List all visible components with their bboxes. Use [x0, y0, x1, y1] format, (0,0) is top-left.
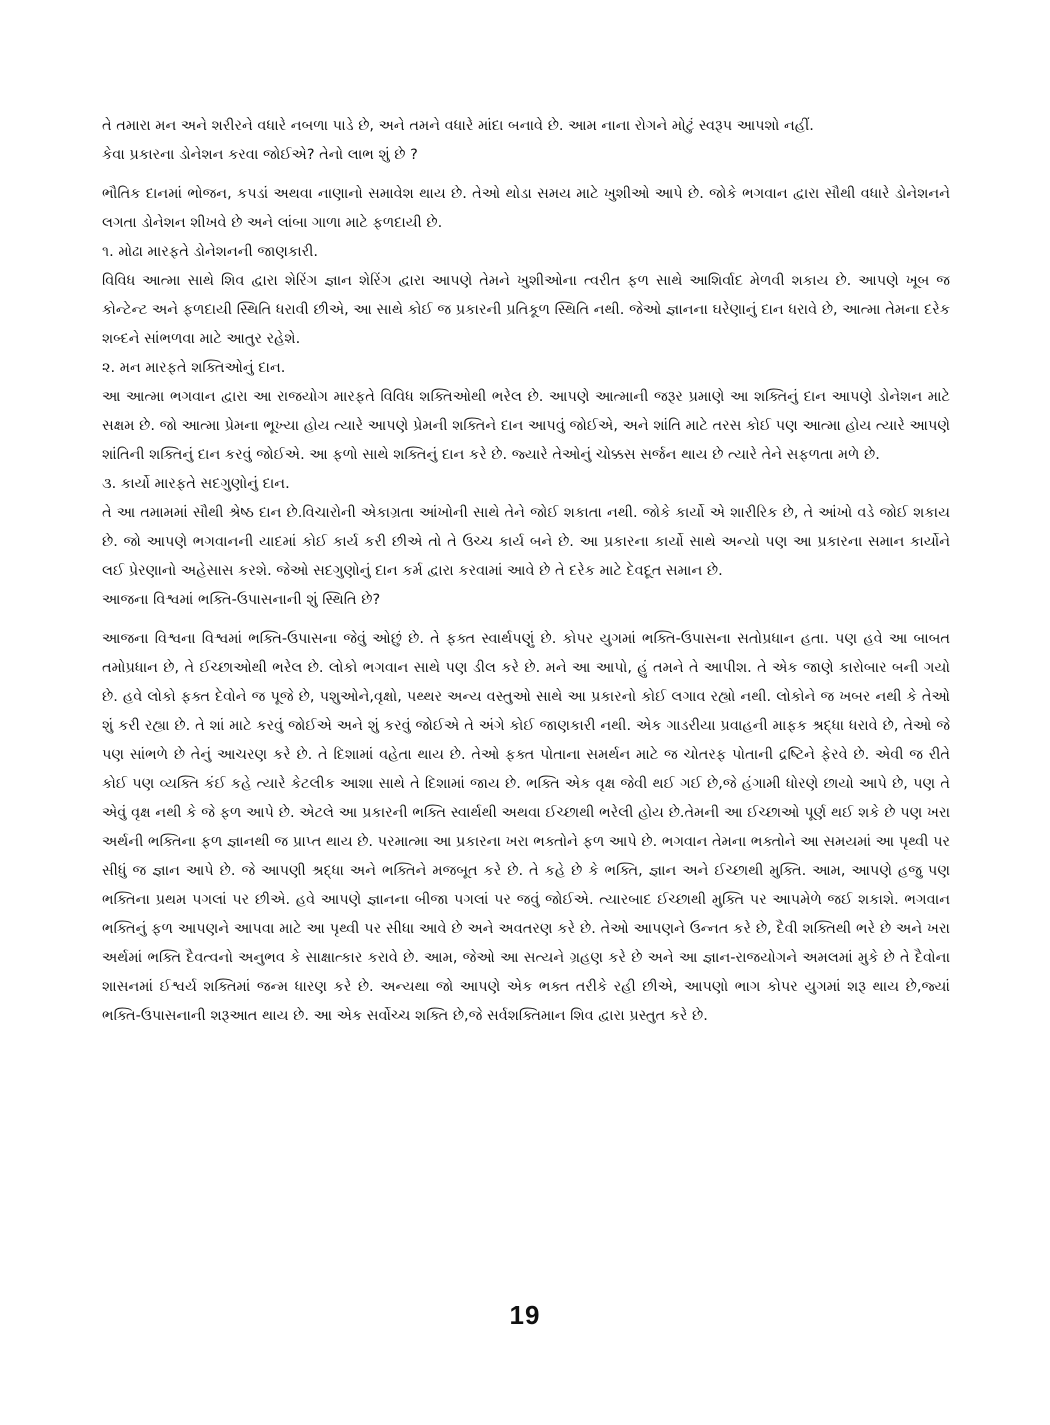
question-donation-type: કેવા પ્રકારના ડોનેશન કરવા જોઈએ? તેનો લાભ શું છે ? — [102, 147, 418, 163]
intro-paragraph: તે તમારા મન અને શરીરને વધારે નબળા પાડે છે, અને તમને વધારે માંદા બનાવે છે. આમ નાના રોગને મોટું સ્વરૂપ આપશો નહીં. — [102, 118, 814, 134]
section-2-body: આ આત્મા ભગવાન દ્વારા આ રાજયોગ મારફતે વિવિધ શક્તિઓથી ભરેલ છે. આપણે આત્માની જરૂર પ્રમાણે આ શક્તિનું દાન આપણે ડોનેશન માટે સક્ષમ છે. જો આત્મા પ્રેમના ભૂખ્યા હોય ત્યારે આપણે પ્રેમની શક્તિને દાન આપવું જોઈએ, અને શાંતિ માટે તરસ કોઈ પણ આત્મા હોય ત્યારે આપણે શાંતિની શક્તિનું દાન કરવું જોઈએ. આ ફળો સાથે શક્તિનું દાન કરે છે. જ્યારે તેઓનું ચોક્કસ સર્જન થાય છે ત્યારે તેને સફળતા મળે છે. — [102, 389, 950, 463]
page-number: 19 — [509, 1300, 541, 1330]
section-3-heading: ૩. કાર્યો મારફતે સદગુણોનું દાન. — [102, 476, 290, 492]
section-2-heading: ૨. મન મારફતે શક્તિઓનું દાન. — [102, 360, 286, 376]
answer-bhakti-status: આજના વિશ્વના વિશ્વમાં ભક્તિ-ઉપાસના જેવું ઓછું છે. તે ફક્ત સ્વાર્થપણું છે. કોપર યુગમાં ભક્તિ-ઉપાસના સતોપ્રધાન હતા. પણ હવે આ બાબત તમોપ્રધાન છે, તે ઈચ્છાઓથી ભરેલ છે. લોકો ભગવાન સાથે પણ ડીલ કરે છે. મને આ આપો, હું તમને તે આપીશ. તે એક જાણે કારોબાર બની ગયો છે. હવે લોકો ફક્ત દેવોને જ પૂજે છે, પશુઓને,વૃક્ષો, પથ્થર અન્ય વસ્તુઓ સાથે આ પ્રકારનો કોઈ લગાવ રહ્યો નથી. લોકોને જ ખબર નથી કે તેઓ શું કરી રહ્યા છે. તે શાં માટે કરવું જોઈએ અને શું કરવું જોઈએ તે અંગે કોઈ જાણકારી નથી. એક ગાડરીયા પ્રવાહની માફક શ્રદ્ધા ધરાવે છે, તેઓ જે પણ સાંભળે છે તેનું આચરણ કરે છે. તે દિશામાં વહેતા થાય છે. તેઓ ફક્ત પોતાના સમર્થન માટે જ ચોતરફ પોતાની દ્રષ્ટિને ફેરવે છે. એવી જ રીતે કોઈ પણ વ્યક્તિ કંઈ કહે ત્યારે કેટલીક આશા સાથે તે દિશામાં જાય છે. ભક્તિ એક વૃક્ષ જેવી થઈ ગઈ છે,જે હંગામી ધોરણે છાયો આપે છે, પણ તે એવું વૃક્ષ નથી કે જે ફળ આપે છે. એટલે આ પ્રકારની ભક્તિ સ્વાર્થથી અથવા ઈચ્છાથી ભરેલી હોય છે.તેમની આ ઈચ્છાઓ પૂર્ણ થઈ શકે છે પણ ખરા અર્થની ભક્તિના ફળ જ્ઞાનથી જ પ્રાપ્ત થાય છે. પરમાત્મા આ પ્રકારના ખરા ભક્તોને ફળ આપે છે. ભગવાન તેમના ભક્તોને આ સમયમાં આ પૃથ્વી પર સીધું જ જ્ઞાન આપે છે. જે આપણી શ્રદ્ધા અને ભક્તિને મજબૂત કરે છે. તે કહે છે કે ભક્તિ, જ્ઞાન અને ઈચ્છાથી મુક્તિ. આમ, આપણે હજુ પણ ભક્તિના પ્રથમ પગલાં પર છીએ. હવે આપણે જ્ઞાનના બીજા પગલાં પર જવું જોઈએ. ત્યારબાદ ઈચ્છાથી મુક્તિ પર આપમેળે જઈ શકાશે. ભગવાન ભક્તિનું ફળ આપણને આપવા માટે આ પૃથ્વી પર સીધા આવે છે અને અવતરણ કરે છે. તેઓ આપણને ઉન્નત કરે છે, દૈવી શક્તિથી ભરે છે અને ખરા અર્થમાં ભક્તિ દૈવત્વનો અનુભવ કે સાક્ષાત્કાર કરાવે છે. આમ, જેઓ આ સત્યને ગ્રહણ કરે છે અને આ જ્ઞાન-રાજયોગને અમલમાં મુકે છે તે દૈવોના શાસનમાં ઈશ્વર્ય શક્તિમાં જન્મ ધારણ કરે છે. અન્યથા જો આપણે એક ભક્ત તરીકે રહી છીએ, આપણો ભાગ કોપર યુગમાં શરૂ થાય છે,જ્યાં ભક્તિ-ઉપાસનાની શરૂઆત થાય છે. આ એક સર્વોચ્ચ શક્તિ છે,જે સર્વશક્તિમાન શિવ દ્વારા પ્રસ્તુત કરે છે. — [102, 631, 950, 1024]
section-3-body: તે આ તમામમાં સૌથી શ્રેષ્ઠ દાન છે.વિચારોની એકાગ્રતા આંખોની સાથે તેને જોઈ શકાતા નથી. જોકે કાર્યો એ શારીરિક છે, તે આંખો વડે જોઈ શકાય છે. જો આપણે ભગવાનની યાદમાં કોઈ કાર્ય કરી છીએ તો તે ઉચ્ચ કાર્ય બને છે. આ પ્રકારના કાર્યો સાથે અન્યો પણ આ પ્રકારના સમાન કાર્યોને લઈ પ્રેરણાનો અહેસાસ કરશે. જેઓ સદગુણોનું દાન કર્મ દ્વારા કરવામાં આવે છે તે દરેક માટે દેવદૂત સમાન છે. — [102, 505, 950, 579]
question-bhakti-status: આજના વિશ્વમાં ભક્તિ-ઉપાસનાની શું સ્થિતિ છે? — [102, 592, 381, 608]
section-1-body: વિવિધ આત્મા સાથે શિવ દ્વારા શેરિંગ જ્ઞાન શેરિંગ દ્વારા આપણે તેમને ખુશીઓના ત્વરીત ફળ સાથે આશિર્વાદ મેળવી શકાય છે. આપણે ખૂબ જ કોન્ટેન્ટ અને ફળદાયી સ્થિતિ ધરાવી છીએ, આ સાથે કોઈ જ પ્રકારની પ્રતિકૂળ સ્થિતિ નથી. જેઓ જ્ઞાનના ઘરેણાનું દાન ધરાવે છે, આત્મા તેમના દરેક શબ્દને સાંભળવા માટે આતુર રહેશે. — [102, 273, 950, 347]
answer-donation-type: ભૌતિક દાનમાં ભોજન, કપડાં અથવા નાણાનો સમાવેશ થાય છે. તેઓ થોડા સમય માટે ખુશીઓ આપે છે. જોકે ભગવાન દ્વારા સૌથી વધારે ડોનેશનને લગતા ડોનેશન શીખવે છે અને લાંબા ગાળા માટે ફળદાયી છે. — [102, 186, 950, 231]
section-1-heading: ૧. મોઢા મારફતે ડોનેશનની જાણકારી. — [102, 244, 318, 260]
document-page — [102, 112, 950, 1031]
